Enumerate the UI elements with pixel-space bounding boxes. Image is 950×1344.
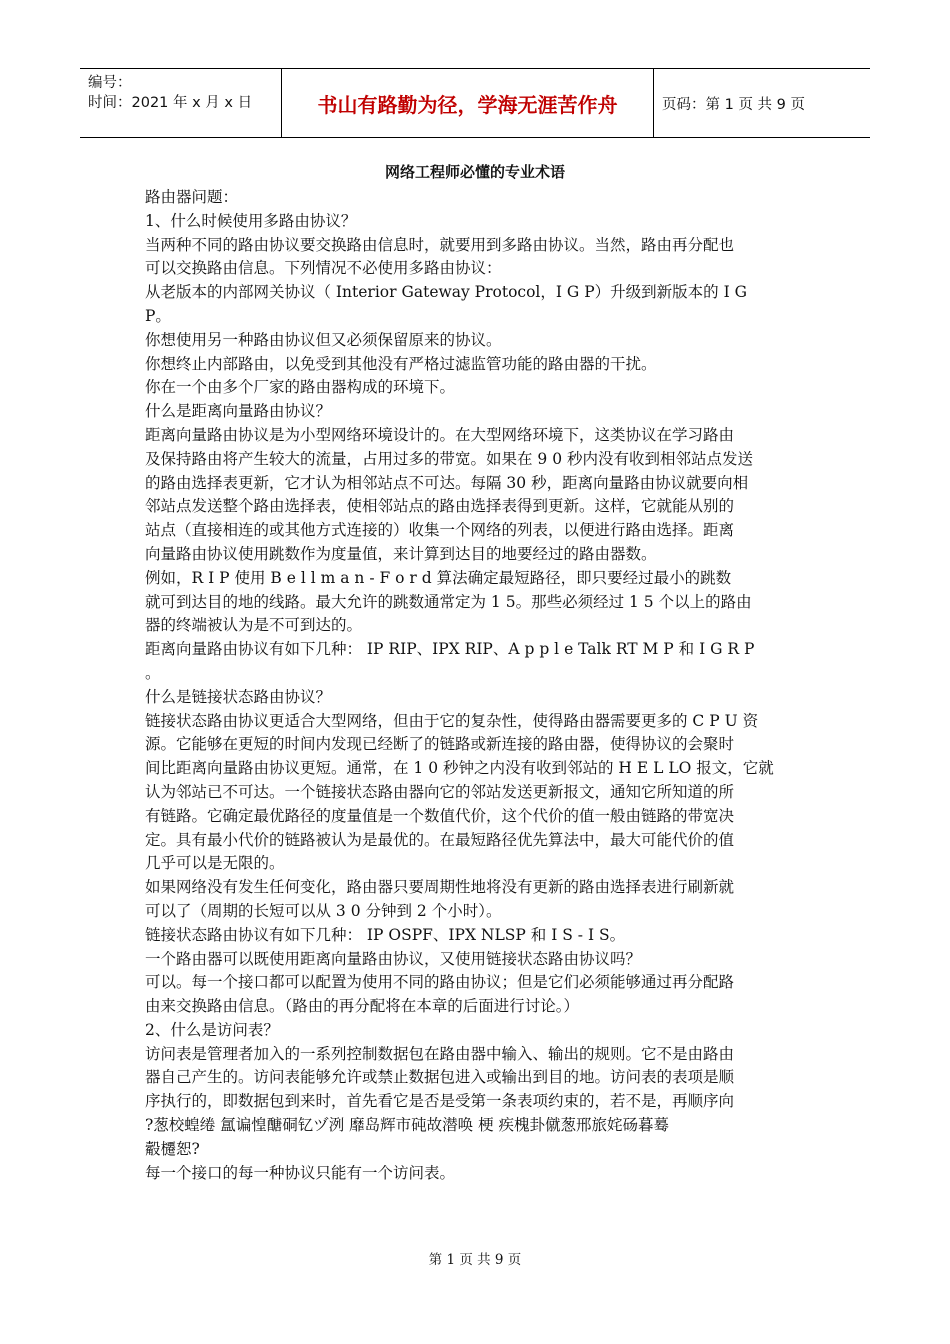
text-line: 距离向量路由协议有如下几种： IP RIP、IPX RIP、A p p l e Talk RT M P 和 I G R P	[145, 640, 755, 659]
text-line: 路由器问题：	[145, 188, 239, 206]
text-line: 1、什么时候使用多路由协议？	[145, 211, 357, 230]
text-line: 什么是距离向量路由协议？	[145, 402, 332, 421]
text-line: 每一个接口的每一种协议只能有一个访问表。	[145, 1163, 456, 1182]
text-line: 序执行的，即数据包到来时，首先看它是否是受第一条表项约束的，若不是，再顺序向	[145, 1092, 735, 1111]
document-number: 编号：	[88, 75, 132, 91]
text-line: 源。它能够在更短的时间内发现已经断了的链路或新连接的路由器，使得协议的会聚时	[145, 735, 735, 754]
document-body	[145, 186, 805, 1185]
text-line: 可以。每一个接口都可以配置为使用不同的路由协议；但是它们必须能够通过再分配路	[145, 973, 735, 992]
text-line: 。	[145, 663, 161, 682]
text-line: 有链路。它确定最优路径的度量值是一个数值代价，这个代价的值一般由链路的带宽决	[145, 806, 735, 825]
text-line: 向量路由协议使用跳数作为度量值，来计算到达目的地要经过的路由器数。	[145, 544, 657, 563]
text-line: 可以了（周期的长短可以从 3 0 分钟到 2 个小时）。	[145, 901, 502, 920]
text-line: 你想使用另一种路由协议但又必须保留原来的协议。	[145, 330, 502, 349]
text-line: 可以交换路由信息。下列情况不必使用多路由协议：	[145, 259, 502, 278]
text-line: 如果网络没有发生任何变化，路由器只要周期性地将没有更新的路由选择表进行刷新就	[145, 878, 735, 897]
text-line: 例如，R I P 使用 B e l l m a n - F o r d 算法确定最短路径，即只要经过最小的跳数	[145, 568, 732, 587]
text-line: 定。具有最小代价的链路被认为是最优的。在最短路径优先算法中，最大可能代价的值	[145, 830, 735, 849]
text-line: 器的终端被认为是不可到达的。	[145, 616, 363, 635]
text-line: 邻站点发送整个路由选择表，使相邻站点的路由选择表得到更新。这样，它就能从别的	[145, 497, 735, 516]
text-line: 间比距离向量路由协议更短。通常，在 1 0 秒钟之内没有收到邻站的 H E L LO 报文，它就	[145, 759, 774, 778]
text-line: 链接状态路由协议更适合大型网络，但由于它的复杂性，使得路由器需要更多的 C P U 资	[145, 711, 759, 730]
page-footer: 第 1 页 共 9 页	[428, 1252, 522, 1268]
text-line: 距离向量路由协议是为小型网络环境设计的。在大型网络环境下，这类协议在学习路由	[145, 425, 735, 444]
text-line: 觳櫏恕?	[145, 1139, 200, 1158]
text-line: 你在一个由多个厂家的路由器构成的环境下。	[145, 378, 456, 397]
document-time: 时间：2021 年 x 月 x 日	[88, 95, 253, 111]
text-line: 器自己产生的。访问表能够允许或禁止数据包进入或输出到目的地。访问表的表项是顺	[145, 1068, 735, 1087]
text-line: 访问表是管理者加入的一系列控制数据包在路由器中输入、输出的规则。它不是由路由	[145, 1044, 735, 1063]
header-meta	[80, 69, 282, 137]
text-line: 2、什么是访问表？	[145, 1020, 279, 1039]
text-line: 你想终止内部路由，以免受到其他没有严格过滤监管功能的路由器的干扰。	[145, 354, 657, 373]
text-line: 当两种不同的路由协议要交换路由信息时，就要用到多路由协议。当然，路由再分配也	[145, 235, 735, 254]
text-line: 站点（直接相连的或其他方式连接的）收集一个网络的列表，以便进行路由选择。距离	[145, 521, 735, 540]
text-line: 一个路由器可以既使用距离向量路由协议，又使用链接状态路由协议吗？	[145, 949, 642, 968]
text-line: 的路由选择表更新，它才认为相邻站点不可达。每隔 30 秒，距离向量路由协议就要向相	[145, 473, 749, 492]
text-line: ?葱校蝗绻 氲谝惶醣硐钇ヅ洌 靡岛辉市砘故潜唤 梗 疾槐卦僦葱邢旅姹砀暮蓦	[145, 1116, 670, 1135]
text-line: 及保持路由将产生较大的流量，占用过多的带宽。如果在 9 0 秒内没有收到相邻站点发送	[145, 449, 754, 468]
header-page-info: 页码：第 1 页 共 9 页	[662, 96, 805, 113]
text-line: 由来交换路由信息。（路由的再分配将在本章的后面进行讨论。）	[145, 997, 580, 1016]
text-line: 认为邻站已不可达。一个链接状态路由器向它的邻站发送更新报文，通知它所知道的所	[145, 782, 735, 801]
text-line: 就可到达目的地的线路。最大允许的跳数通常定为 1 5。那些必须经过 1 5 个以上的路由	[145, 592, 752, 611]
document-title: 网络工程师必懂的专业术语	[384, 163, 565, 181]
text-line: P。	[145, 306, 171, 325]
text-line: 几乎可以是无限的。	[145, 854, 285, 873]
text-line: 什么是链接状态路由协议？	[145, 687, 332, 706]
page-header	[80, 68, 870, 138]
header-motto: 书山有路勤为径，学海无涯苦作舟	[282, 69, 654, 137]
text-line: 链接状态路由协议有如下几种： IP OSPF、IPX NLSP 和 I S - I S。	[145, 925, 626, 944]
text-line: 从老版本的内部网关协议（ Interior Gateway Protocol，I G P）升级到新版本的 I G	[145, 283, 748, 302]
